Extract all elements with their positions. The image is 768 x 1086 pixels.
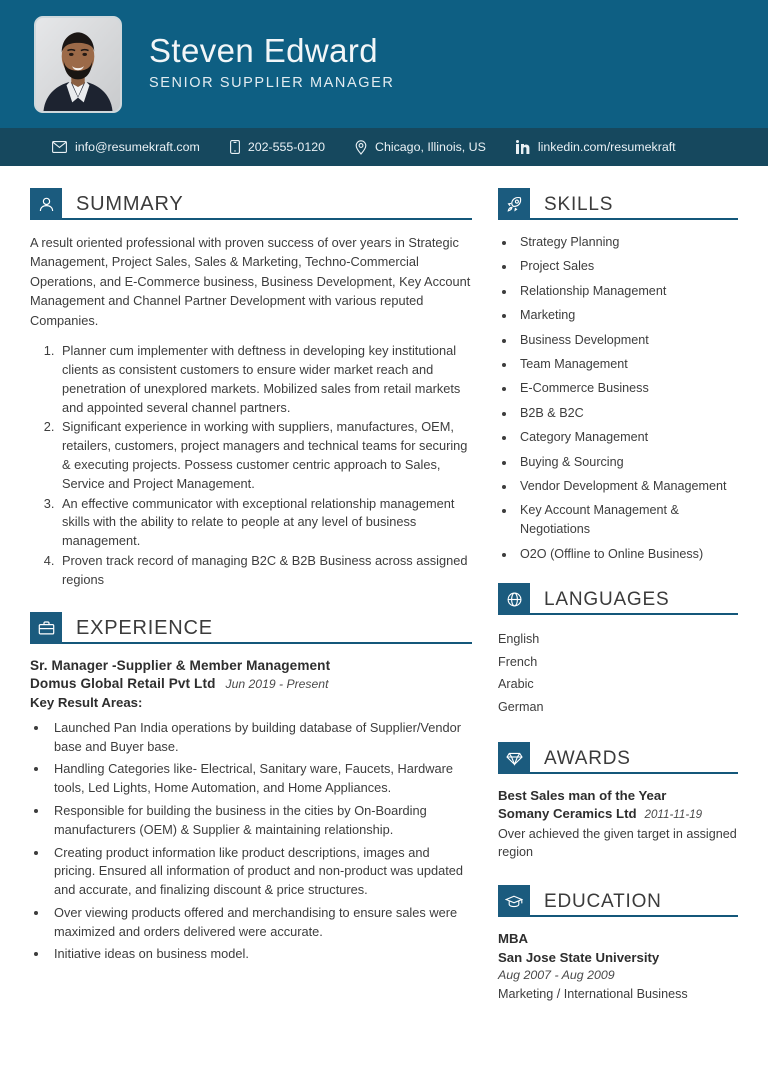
education-degree: MBA <box>498 931 529 947</box>
list-item: • Strategy Planning <box>516 233 738 252</box>
skills-list <box>498 233 738 563</box>
list-item: • O2O (Offline to Online Business) <box>516 545 738 564</box>
list-item: • Buying & Sourcing <box>516 453 738 472</box>
envelope-icon <box>52 141 67 153</box>
list-item: • Vendor Development & Management <box>516 477 738 496</box>
job-dates: Jun 2019 - Present <box>225 676 329 691</box>
education-section-title: EDUCATION <box>544 890 662 912</box>
list-item: • Launched Pan India operations by building database of Supplier/Vendor base and Buyer base. <box>49 719 472 757</box>
summary-section-header <box>30 188 472 220</box>
briefcase-icon <box>30 612 62 644</box>
skills-section-title: SKILLS <box>544 193 614 215</box>
list-item: English <box>498 632 540 647</box>
section-awards <box>498 742 738 861</box>
globe-icon <box>498 583 530 615</box>
award-date: 2011-11-19 <box>644 808 703 822</box>
profile-photo-icon <box>36 18 120 111</box>
person-icon <box>30 188 62 220</box>
award-organization: Somany Ceramics Ltd <box>498 806 637 822</box>
list-item: • Key Account Management & Negotiations <box>516 501 738 539</box>
list-item: • Team Management <box>516 355 738 374</box>
contact-phone[interactable] <box>230 140 325 154</box>
person-name: Steven Edward <box>149 31 378 69</box>
languages-list <box>498 628 738 718</box>
section-languages <box>498 583 738 718</box>
list-item: • Category Management <box>516 428 738 447</box>
section-summary <box>30 188 472 590</box>
education-section-header <box>498 885 738 917</box>
contact-location[interactable] <box>355 140 486 155</box>
summary-points-list <box>30 342 472 589</box>
list-item: • B2B & B2C <box>516 404 738 423</box>
skills-section-header <box>498 188 738 220</box>
list-item: • Over viewing products offered and merchandising to ensure sales were maximized and orders delivered were accurate. <box>49 904 472 942</box>
section-skills <box>498 188 738 563</box>
education-entry <box>498 930 738 1003</box>
list-item: 3. An effective communicator with exceptional relationship management skills with the ability to relate to people at any level of business management. <box>58 495 472 551</box>
education-dates: Aug 2007 - Aug 2009 <box>498 968 615 982</box>
phone-icon <box>230 140 240 154</box>
education-school: San Jose State University <box>498 949 660 965</box>
contact-email[interactable] <box>52 140 200 154</box>
list-item: 1. Planner cum implementer with deftness in developing key institutional clients as consistent customers to ensure wider market reach and penetration of unexplored markets. Mobilized sales from retail markets and appointed several channel partners. <box>58 342 472 417</box>
section-experience <box>30 612 472 965</box>
list-item: • Handling Categories like- Electrical, Sanitary ware, Faucets, Hardware tools, Led Lights, Home Automation, and Home Appliances. <box>49 760 472 798</box>
diamond-icon <box>498 742 530 774</box>
summary-section-title: SUMMARY <box>76 193 184 215</box>
person-job-title: SENIOR SUPPLIER MANAGER <box>149 75 395 92</box>
job-bullets-list <box>30 719 472 965</box>
list-item: • Relationship Management <box>516 282 738 301</box>
list-item: German <box>498 699 544 714</box>
list-item: • Marketing <box>516 306 738 325</box>
award-name: Best Sales man of the Year <box>498 788 667 804</box>
award-description: Over achieved the given target in assigned region <box>498 826 737 859</box>
job-company: Domus Global Retail Pvt Ltd <box>30 675 216 691</box>
contact-phone-text: 202-555-0120 <box>247 140 325 154</box>
list-item: 2. Significant experience in working with suppliers, manufactures, OEM, retailers, customers, project managers and technical teams for securing & executing projects. Possess customer centric approach to Sales, Service and Project Management. <box>58 418 472 493</box>
summary-paragraph: A result oriented professional with proven success of over years in Strategic Management, Project Sales, Sales & Marketing, Techno-Commercial Operations, and E-Commerce business, Business Development, Key Account Management and Channel Partner Development with various reputed Companies. <box>30 235 471 328</box>
education-field: Marketing / International Business <box>498 986 688 1001</box>
contact-bar <box>0 128 768 166</box>
job-role: Sr. Manager -Supplier & Member Management <box>30 657 331 673</box>
rocket-icon <box>498 188 530 220</box>
graduation-cap-icon <box>498 885 530 917</box>
awards-section-title: AWARDS <box>544 747 631 769</box>
list-item: • Creating product information like product descriptions, images and pricing. Ensured all information of product and non-product was updated and accurate, and finalizing discount & price structures. <box>49 844 472 900</box>
name-block <box>149 33 395 95</box>
list-item: • Initiative ideas on business model. <box>49 945 472 964</box>
contact-location-text: Chicago, Illinois, US <box>375 140 486 154</box>
location-pin-icon <box>355 140 367 155</box>
resume-body <box>0 166 768 1021</box>
languages-section-title: LANGUAGES <box>544 588 670 610</box>
contact-linkedin[interactable] <box>516 140 676 154</box>
list-item: • E-Commerce Business <box>516 379 738 398</box>
linkedin-icon <box>516 140 530 154</box>
experience-section-header <box>30 612 472 644</box>
section-education <box>498 885 738 1003</box>
award-org-row <box>498 805 738 823</box>
list-item: • Business Development <box>516 331 738 350</box>
list-item: • Responsible for building the business in the cities by On-Boarding manufacturers (OEM) & Supplier & maintaining relationship. <box>49 802 472 840</box>
right-column <box>498 188 738 1021</box>
award-entry <box>498 787 738 861</box>
list-item: French <box>498 654 538 669</box>
experience-section-title: EXPERIENCE <box>76 616 213 639</box>
job-subheading: Key Result Areas: <box>30 695 143 711</box>
job-company-row <box>30 675 472 693</box>
avatar <box>34 16 122 113</box>
awards-section-header <box>498 742 738 774</box>
list-item: 4. Proven track record of managing B2C & B2B Business across assigned regions <box>58 552 472 590</box>
list-item: • Project Sales <box>516 257 738 276</box>
contact-linkedin-text: linkedin.com/resumekraft <box>537 140 676 154</box>
list-item: Arabic <box>498 677 534 692</box>
experience-entry <box>30 657 472 965</box>
resume-header <box>0 0 768 128</box>
contact-email-text: info@resumekraft.com <box>75 140 200 154</box>
languages-section-header <box>498 583 738 615</box>
left-column <box>30 188 472 984</box>
